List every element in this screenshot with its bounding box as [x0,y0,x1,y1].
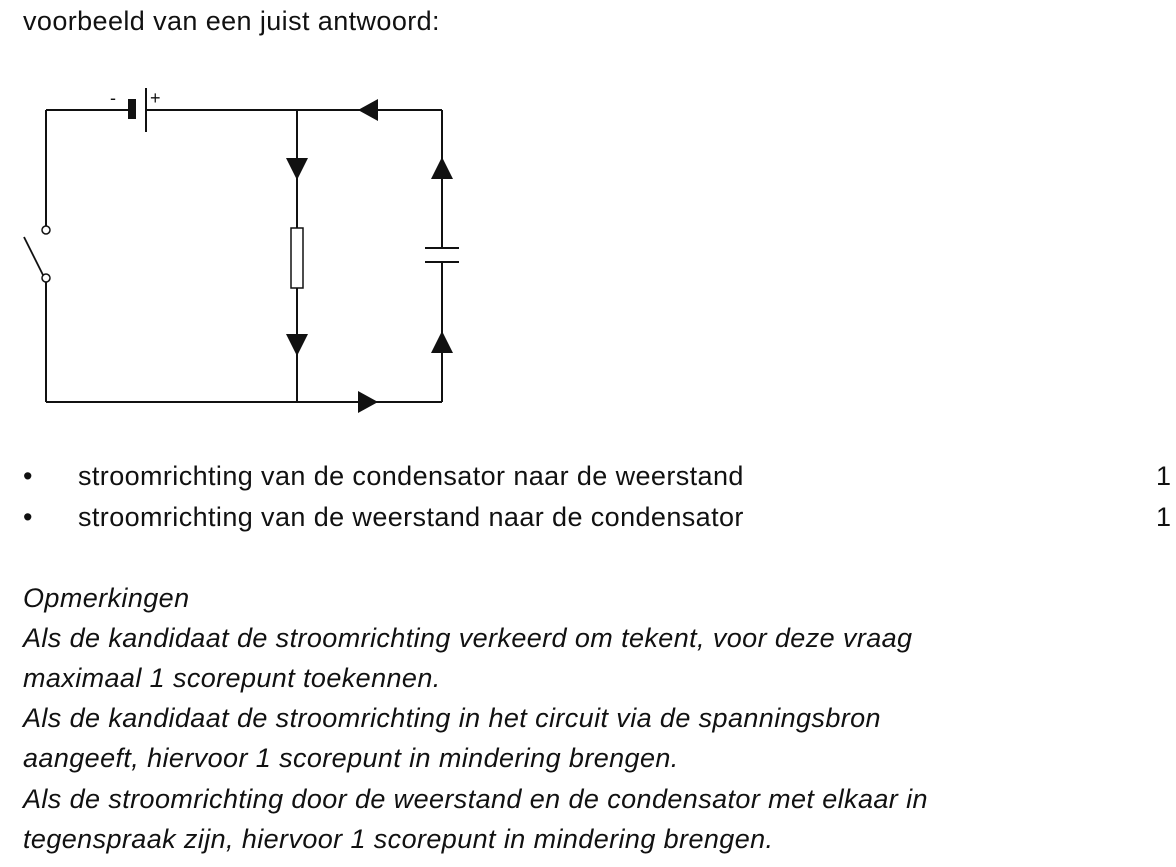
criterion-text: stroomrichting van de weerstand naar de condensator [78,502,744,532]
remarks-heading: Opmerkingen [23,583,190,613]
arrow-capacitor-up-lower-icon [431,331,453,353]
criterion-text: stroomrichting van de condensator naar de weerstand [78,461,744,491]
capacitor-symbol [425,248,459,262]
arrow-resistor-down-upper-icon [286,158,308,180]
bullet-icon: • [23,502,33,532]
remarks-line: tegenspraak zijn, hiervoor 1 scorepunt in mindering brengen. [23,824,774,854]
remarks-line: Als de stroomrichting door de weerstand en de condensator met elkaar in [23,784,928,814]
remarks-line: aangeeft, hiervoor 1 scorepunt in mindering brengen. [23,743,679,773]
battery-plus-label: + [150,88,161,108]
arrow-resistor-down-lower-icon [286,334,308,356]
remarks-line: Als de kandidaat de stroomrichting in het circuit via de spanningsbron [23,703,881,733]
criterion-row [0,456,1176,496]
resistor-symbol [291,228,303,288]
switch-contact-bottom [42,274,50,282]
switch-symbol [24,226,50,282]
criterion-points: 1 [1156,502,1172,532]
remarks-line: maximaal 1 scorepunt toekennen. [23,663,441,693]
battery-minus-label: - [110,88,116,108]
criterion-points: 1 [1156,461,1172,491]
remarks-line: Als de kandidaat de stroomrichting verkeerd om tekent, voor deze vraag [23,623,913,653]
bullet-icon: • [23,461,33,491]
arrow-capacitor-up-upper-icon [431,157,453,179]
intro-text: voorbeeld van een juist antwoord: [23,6,440,36]
switch-lever [24,237,43,275]
criterion-row [0,497,1176,537]
circuit-diagram [0,78,480,423]
arrow-top-left-icon [358,99,378,121]
arrow-bottom-right-icon [358,391,378,413]
switch-contact-top [42,226,50,234]
battery-negative-plate [128,99,136,119]
